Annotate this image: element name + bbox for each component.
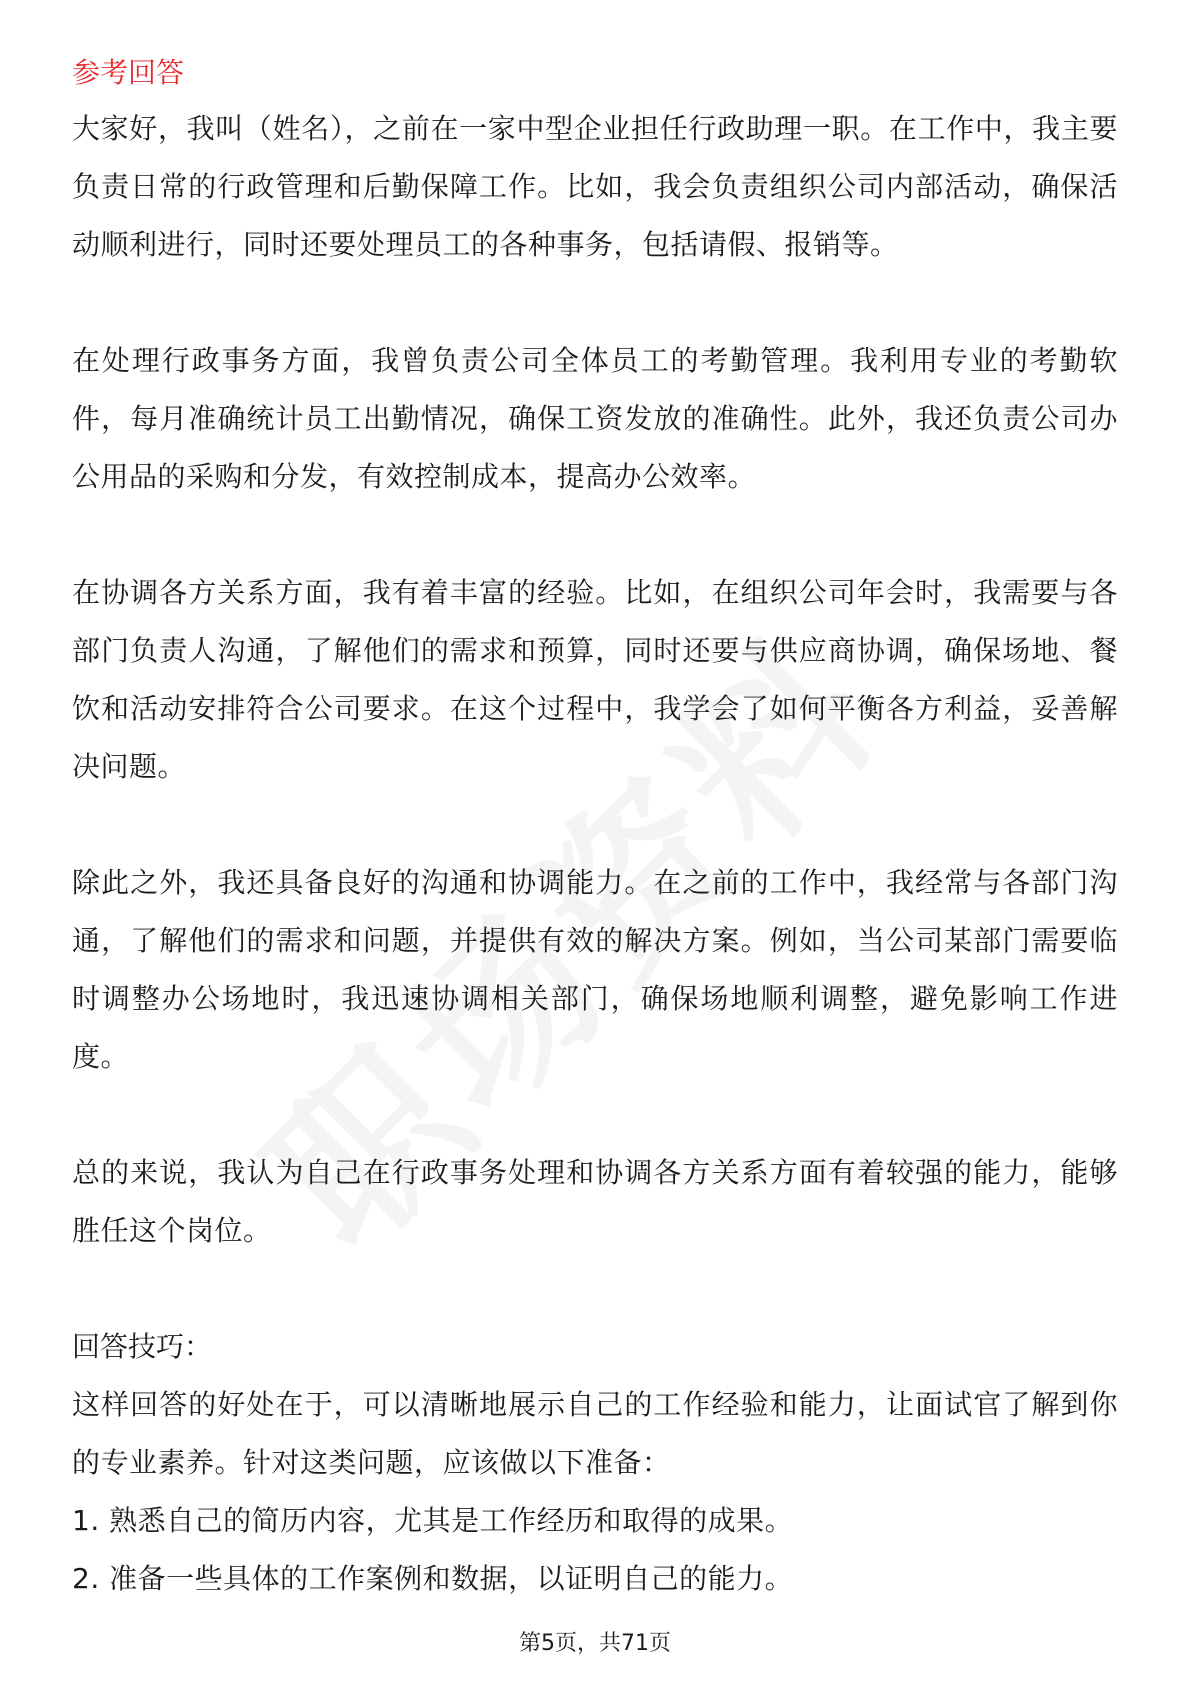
tips-intro: 这样回答的好处在于，可以清晰地展示自己的工作经验和能力，让面试官了解到你的专业素养。针对这类问题，应该做以下准备：: [72, 1388, 1118, 1479]
paragraph: 总的来说，我认为自己在行政事务处理和协调各方关系方面有着较强的能力，能够胜任这个岗位。: [72, 1156, 1118, 1247]
document-body: [72, 48, 1118, 1608]
paragraph: 除此之外，我还具备良好的沟通和协调能力。在之前的工作中，我经常与各部门沟通，了解他们的需求和问题，并提供有效的解决方案。例如，当公司某部门需要临时调整办公场地时，我迅速协调相关部门，确保场地顺利调整，避免影响工作进度。: [72, 866, 1118, 1073]
list-item: 1. 熟悉自己的简历内容，尤其是工作经历和取得的成果。: [72, 1504, 794, 1537]
page-number: 第5页，共71页: [519, 1631, 671, 1656]
paragraph: 大家好，我叫（姓名），之前在一家中型企业担任行政助理一职。在工作中，我主要负责日常的行政管理和后勤保障工作。比如，我会负责组织公司内部活动，确保活动顺利进行，同时还要处理员工的各种事务，包括请假、报销等。: [72, 112, 1118, 261]
paragraph: 在协调各方关系方面，我有着丰富的经验。比如，在组织公司年会时，我需要与各部门负责人沟通，了解他们的需求和预算，同时还要与供应商协调，确保场地、餐饮和活动安排符合公司要求。在这个过程中，我学会了如何平衡各方利益，妥善解决问题。: [72, 576, 1118, 783]
list-item: 2. 准备一些具体的工作案例和数据，以证明自己的能力。: [72, 1562, 794, 1595]
tips-list: [72, 1492, 1118, 1608]
tips-title: 回答技巧：: [72, 1330, 213, 1363]
section-heading: 参考回答: [72, 56, 185, 89]
paragraph: 在处理行政事务方面，我曾负责公司全体员工的考勤管理。我利用专业的考勤软件，每月准确统计员工出勤情况，确保工资发放的准确性。此外，我还负责公司办公用品的采购和分发，有效控制成本，提高办公效率。: [72, 344, 1118, 493]
